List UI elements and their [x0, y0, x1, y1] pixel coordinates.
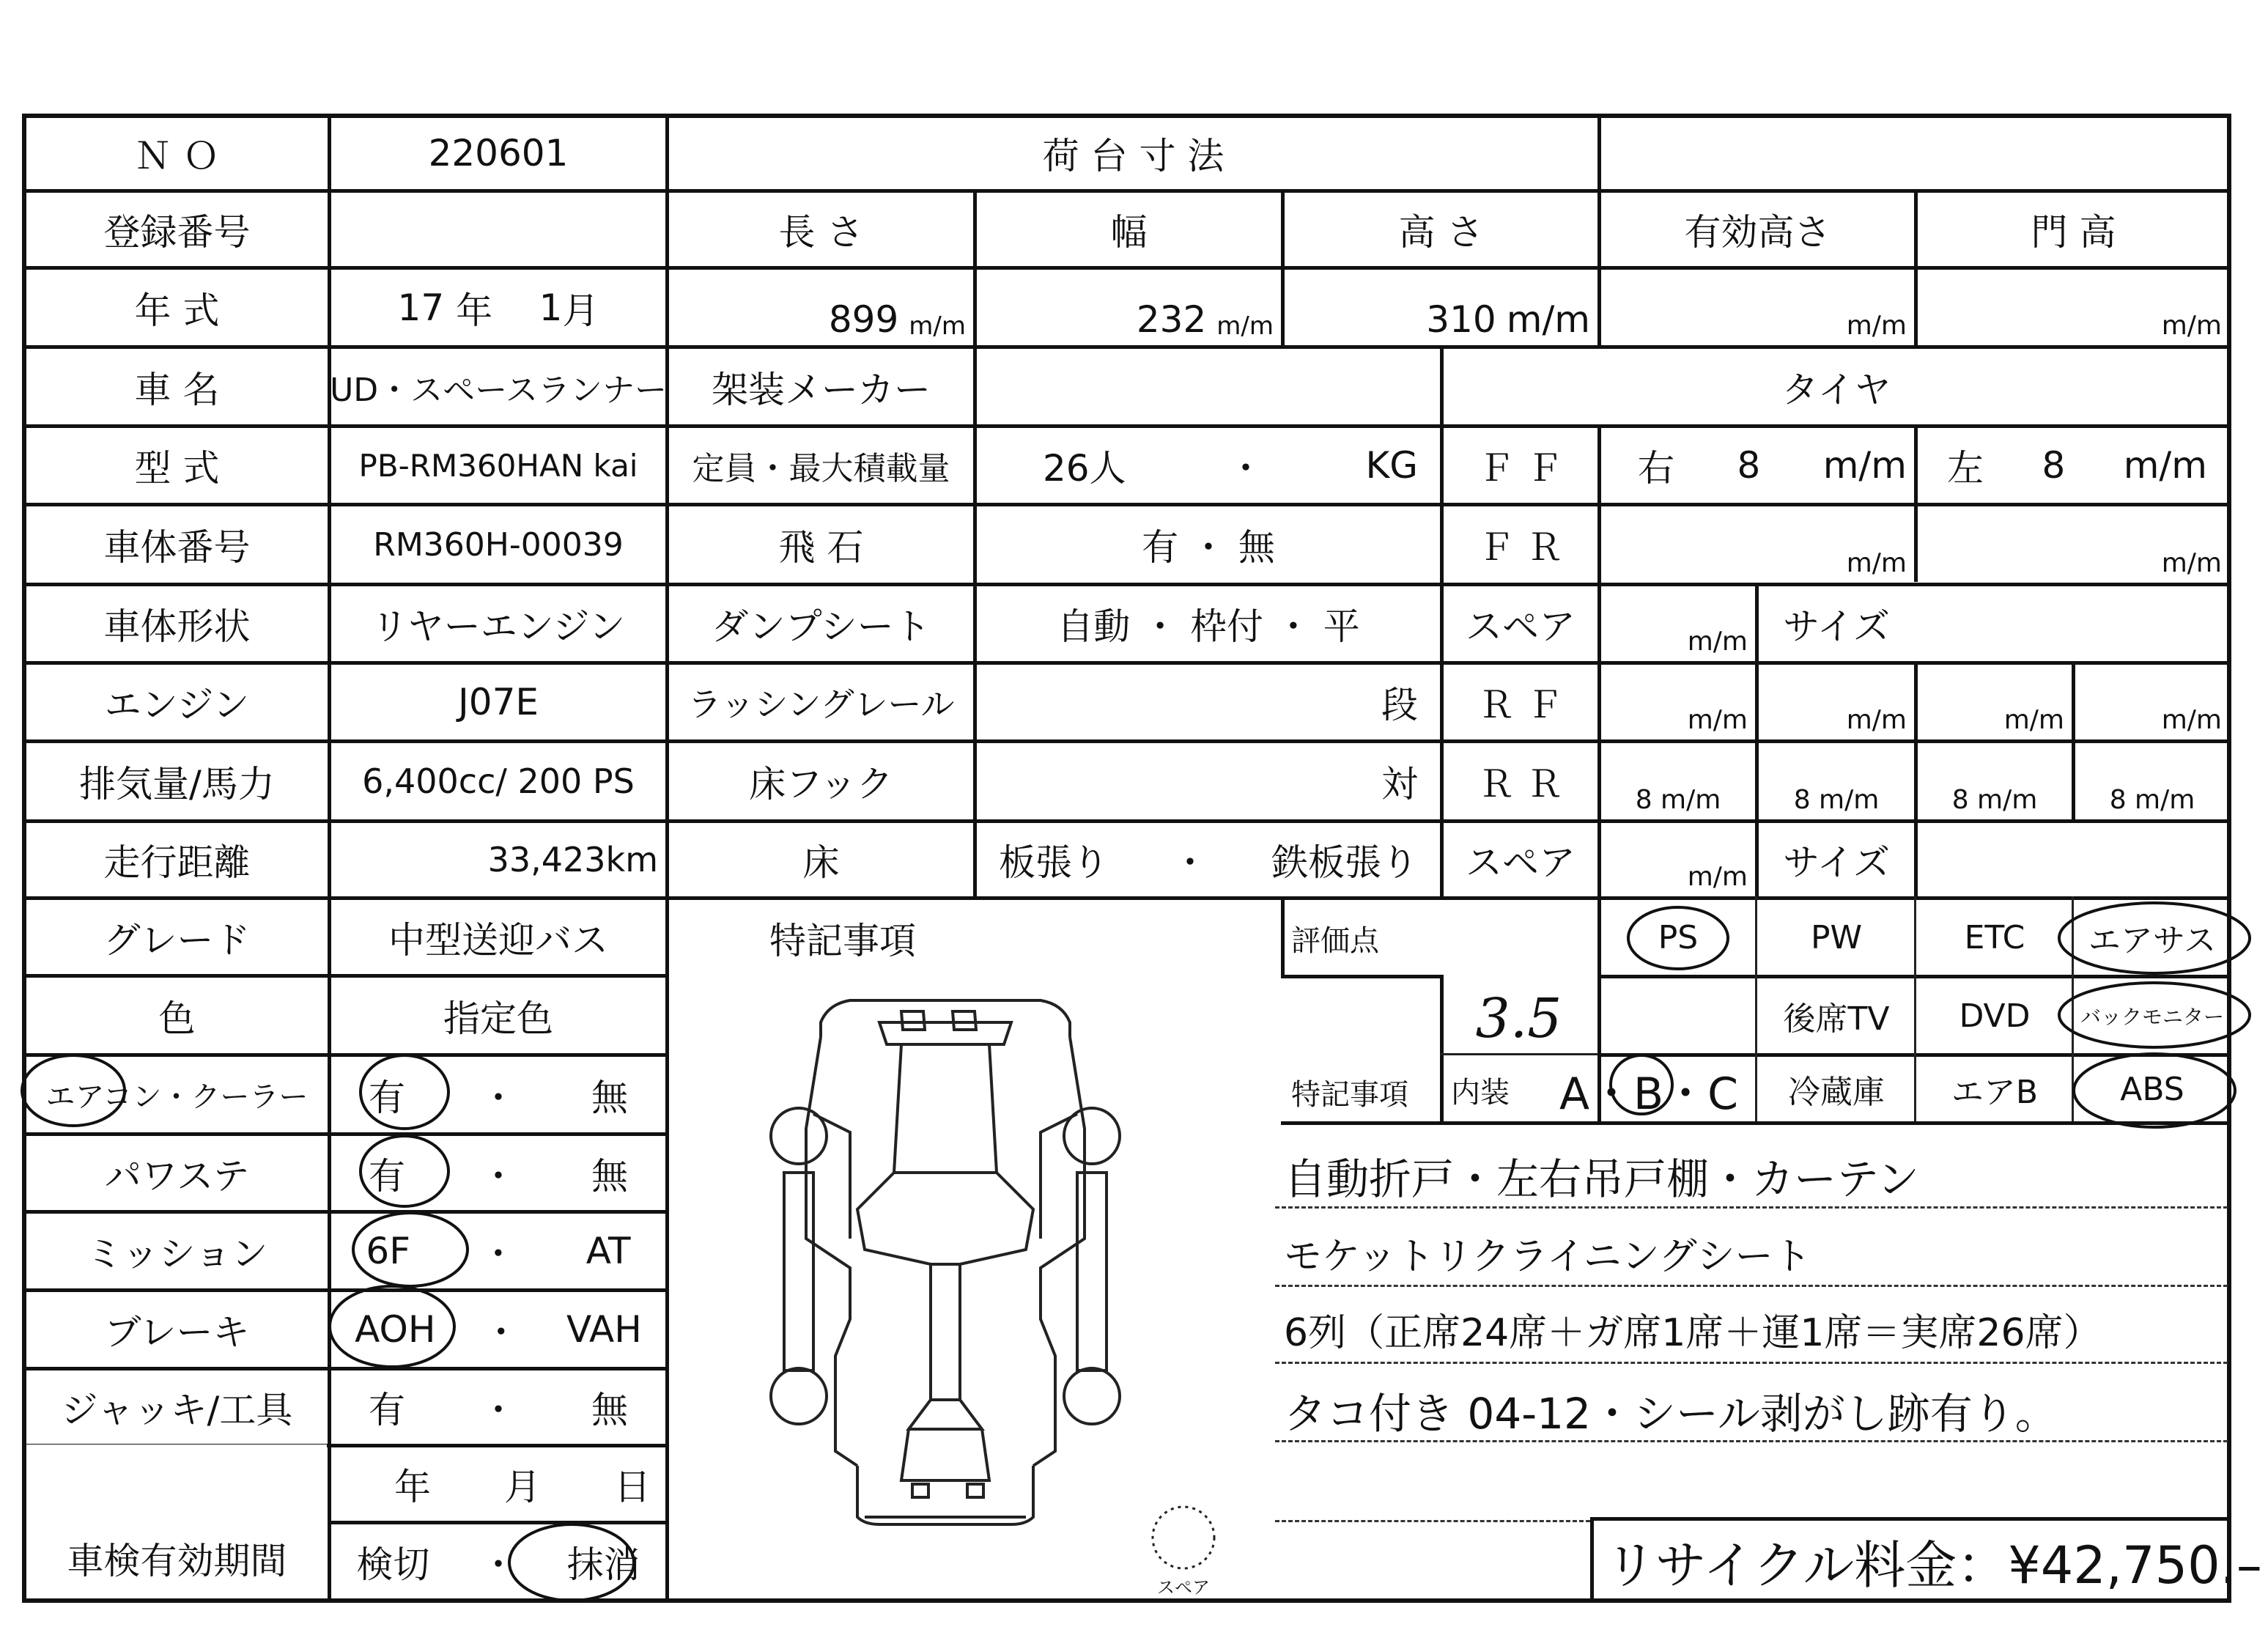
value-inspection-date: 年 月 日: [394, 1466, 651, 1508]
value-rr-3: [1918, 743, 2072, 819]
value-maker: [977, 349, 1440, 424]
year-number: 17: [397, 286, 445, 329]
label-model: 型 式: [134, 447, 220, 490]
capacity-kg: KG: [1365, 444, 1418, 487]
label-hook: 床フック: [749, 763, 893, 805]
equip-airsus: エアサス: [2088, 922, 2217, 959]
value-rr-2: [1759, 743, 1914, 819]
label-mileage: 走行距離: [103, 841, 251, 884]
jack-yes: 有: [369, 1389, 405, 1431]
label-year: 年 式: [134, 289, 220, 332]
label-stone: 飛 石: [778, 526, 864, 569]
cargo-title: 荷 台 寸 法: [1042, 135, 1225, 177]
value-engine: J07E: [458, 681, 539, 723]
label-fr: Ｆ Ｒ: [1478, 526, 1563, 569]
equip-airbag: エアB: [1951, 1074, 2039, 1111]
label-rail: ラッシングレール: [687, 685, 955, 724]
value-fr-left: m/m: [2161, 548, 2222, 578]
value-stone: 有 ・ 無: [1142, 526, 1275, 569]
ff-right-value: 8: [1737, 444, 1761, 487]
length-number: 899: [828, 298, 899, 341]
floor-opt-steel: 鉄板張り: [1271, 841, 1418, 884]
rr-1-number: 8: [1635, 785, 1652, 815]
value-powersteer: [331, 1136, 665, 1210]
note-2: モケットリクライニングシート: [1284, 1235, 1811, 1279]
value-reg: [331, 193, 665, 266]
equip-abs: ABS: [2120, 1070, 2184, 1108]
label-interior: 内装: [1451, 1076, 1510, 1110]
mission-6f: 6F: [366, 1230, 410, 1272]
equip-ps: PS: [1658, 918, 1699, 956]
label-no: Ｎ Ｏ: [134, 135, 220, 177]
value-rf-1: m/m: [1687, 705, 1748, 735]
label-height: 高 さ: [1398, 211, 1484, 254]
label-aircon: エアコン・クーラー: [45, 1080, 309, 1114]
label-displacement: 排気量/馬力: [79, 763, 275, 805]
inspection-dot: ・: [479, 1543, 517, 1586]
label-capacity: 定員・最大積載量: [692, 450, 950, 487]
unit-mm: m/m: [1977, 785, 2038, 815]
label-shape: 車体形状: [103, 605, 251, 648]
label-rr: Ｒ Ｒ: [1478, 763, 1563, 805]
label-rf: Ｒ Ｆ: [1478, 684, 1563, 726]
value-height: [1285, 270, 1597, 345]
label-chassis: 車体番号: [103, 526, 251, 569]
value-rf-2: m/m: [1846, 705, 1907, 735]
label-inspection: 車検有効期間: [67, 1540, 287, 1582]
value-color: 指定色: [443, 997, 553, 1040]
equip-pw: PW: [1810, 918, 1863, 956]
unit-mm: m/m: [2135, 785, 2195, 815]
label-powersteer: パワステ: [104, 1154, 250, 1198]
note-3: 6列（正席24席＋ガ席1席＋運1席＝実席26席）: [1284, 1311, 2102, 1355]
value-rail: 段: [1381, 684, 1418, 726]
value-name: UD・スペースランナー: [330, 371, 667, 409]
inspection-label-gap: [26, 1445, 327, 1452]
mission-at: AT: [586, 1230, 631, 1272]
unit-mm: m/m: [1819, 785, 1880, 815]
label-mission: ミッション: [86, 1233, 268, 1275]
capacity-persons: 26人: [1043, 447, 1126, 490]
label-spare2-size: サイズ: [1783, 841, 1890, 884]
equip-back-monitor: バックモニター: [2080, 1005, 2224, 1029]
unit-mm: m/m: [1661, 785, 1721, 815]
label-width: 幅: [1110, 211, 1148, 254]
value-eff-height: m/m: [1846, 311, 1907, 341]
equip-rear-tv: 後席TV: [1783, 1000, 1890, 1038]
inspection-cancelled: 抹消: [566, 1543, 640, 1586]
value-rf-3: m/m: [2003, 705, 2064, 735]
jack-no: 無: [591, 1389, 628, 1431]
width-number: 232: [1136, 298, 1207, 341]
inspection-expired: 検切: [356, 1543, 430, 1586]
label-grade: グレード: [103, 918, 251, 962]
value-gate-height: m/m: [2161, 311, 2222, 341]
value-mileage: 33,423km: [487, 840, 658, 879]
value-mission: [331, 1214, 665, 1288]
ff-right-label: 右: [1638, 447, 1674, 490]
label-floor: 床: [802, 841, 840, 884]
value-length: [669, 270, 973, 345]
label-ff: Ｆ Ｆ: [1478, 447, 1563, 490]
value-spare1: m/m: [1687, 627, 1748, 657]
equip-dvd: DVD: [1959, 997, 2031, 1035]
label-brake: ブレーキ: [104, 1311, 250, 1354]
year-unit: 年: [456, 289, 493, 332]
value-shape: リヤーエンジン: [371, 605, 626, 648]
value-interior-grades: A・B・C: [1559, 1068, 1739, 1120]
value-hook: 対: [1381, 763, 1418, 805]
value-dump: 自動 ・ 枠付 ・ 平: [1057, 605, 1360, 648]
value-rr-4: [2075, 743, 2229, 819]
brake-vah: VAH: [566, 1308, 642, 1351]
label-color: 色: [158, 997, 196, 1040]
label-spare1-size: サイズ: [1783, 605, 1890, 648]
value-score: 3.5: [1475, 987, 1562, 1050]
powersteer-no: 無: [591, 1154, 628, 1198]
value-rr-1: [1601, 743, 1755, 819]
unit-mm: m/m: [1216, 311, 1274, 341]
unit-mm: m/m: [1822, 444, 1907, 487]
floor-dot: ・: [1172, 841, 1208, 884]
value-brake: [331, 1292, 665, 1367]
value-year: [331, 270, 665, 345]
label-length: 長 さ: [778, 211, 864, 254]
label-reg: 登録番号: [103, 211, 251, 254]
label-dump: ダンプシート: [712, 605, 931, 648]
value-ff-right: [1601, 428, 1914, 503]
value-inspection: [331, 1524, 665, 1599]
value-spare2: m/m: [1687, 862, 1748, 892]
label-engine: エンジン: [104, 684, 250, 726]
label-eff-height: 有効高さ: [1684, 211, 1831, 254]
value-width: [977, 270, 1281, 345]
mission-dot: ・: [479, 1233, 517, 1275]
unit-mm: m/m: [2123, 444, 2207, 487]
value-capacity: [977, 428, 1440, 503]
note-4: タコ付き 04-12・シール剥がし跡有り。: [1284, 1389, 2058, 1439]
rr-3-number: 8: [1951, 785, 1969, 815]
powersteer-yes: 有: [369, 1154, 405, 1198]
value-no: 220601: [428, 132, 569, 174]
brake-aoh: AOH: [355, 1308, 436, 1351]
value-fr-right: m/m: [1846, 548, 1907, 578]
label-gate-height: 門 高: [2031, 211, 2116, 254]
label-score: 評価点: [1291, 923, 1379, 958]
label-spare1: スペア: [1466, 605, 1576, 648]
value-floor: [977, 823, 1440, 896]
value-rf-4: m/m: [2161, 705, 2222, 735]
rr-4-number: 8: [2109, 785, 2127, 815]
label-jack: ジャッキ/工具: [61, 1389, 293, 1431]
value-aircon: [331, 1057, 665, 1132]
value-displacement: 6,400cc/ 200 PS: [362, 761, 635, 801]
jack-dot: ・: [480, 1389, 517, 1431]
label-spare2: スペア: [1466, 841, 1576, 884]
powersteer-dot: ・: [480, 1154, 517, 1198]
ff-left-value: 8: [2042, 444, 2066, 487]
special-title: 特記事項: [769, 920, 916, 962]
brake-dot: ・: [482, 1311, 520, 1354]
month-number: 1: [539, 286, 563, 329]
label-name: 車 名: [134, 368, 220, 411]
value-jack: [331, 1370, 665, 1444]
month-unit: 月: [562, 289, 599, 332]
unit-mm: m/m: [909, 311, 966, 341]
value-model: PB-RM360HAN kai: [358, 447, 638, 484]
aircon-no: 無: [591, 1076, 628, 1119]
aircon-dot: ・: [480, 1076, 517, 1119]
recycle-fee: リサイクル料金：¥42,750.–: [1605, 1535, 2262, 1595]
note-1: 自動折戸・左右吊戸棚・カーテン: [1284, 1154, 1920, 1204]
value-ff-left: [1918, 428, 2229, 503]
aircon-yes: 有: [369, 1076, 405, 1119]
unit-mm: m/m: [1506, 298, 1590, 341]
value-chassis: RM360H-00039: [373, 525, 624, 564]
label-maker: 架装メーカー: [712, 368, 931, 411]
tire-title: タイヤ: [1781, 368, 1891, 411]
rr-2-number: 8: [1793, 785, 1811, 815]
equip-fridge: 冷蔵庫: [1788, 1074, 1885, 1111]
floor-opt-wood: 板張り: [999, 841, 1109, 884]
height-number: 310: [1426, 298, 1496, 341]
ff-left-label: 左: [1947, 447, 1984, 490]
capacity-dot: ・: [1227, 447, 1265, 490]
equip-etc: ETC: [1964, 918, 2025, 956]
label-special-notes: 特記事項: [1291, 1077, 1408, 1112]
value-grade: 中型送迎バス: [388, 918, 608, 962]
spare-tire-label: スペア: [1157, 1576, 1210, 1598]
